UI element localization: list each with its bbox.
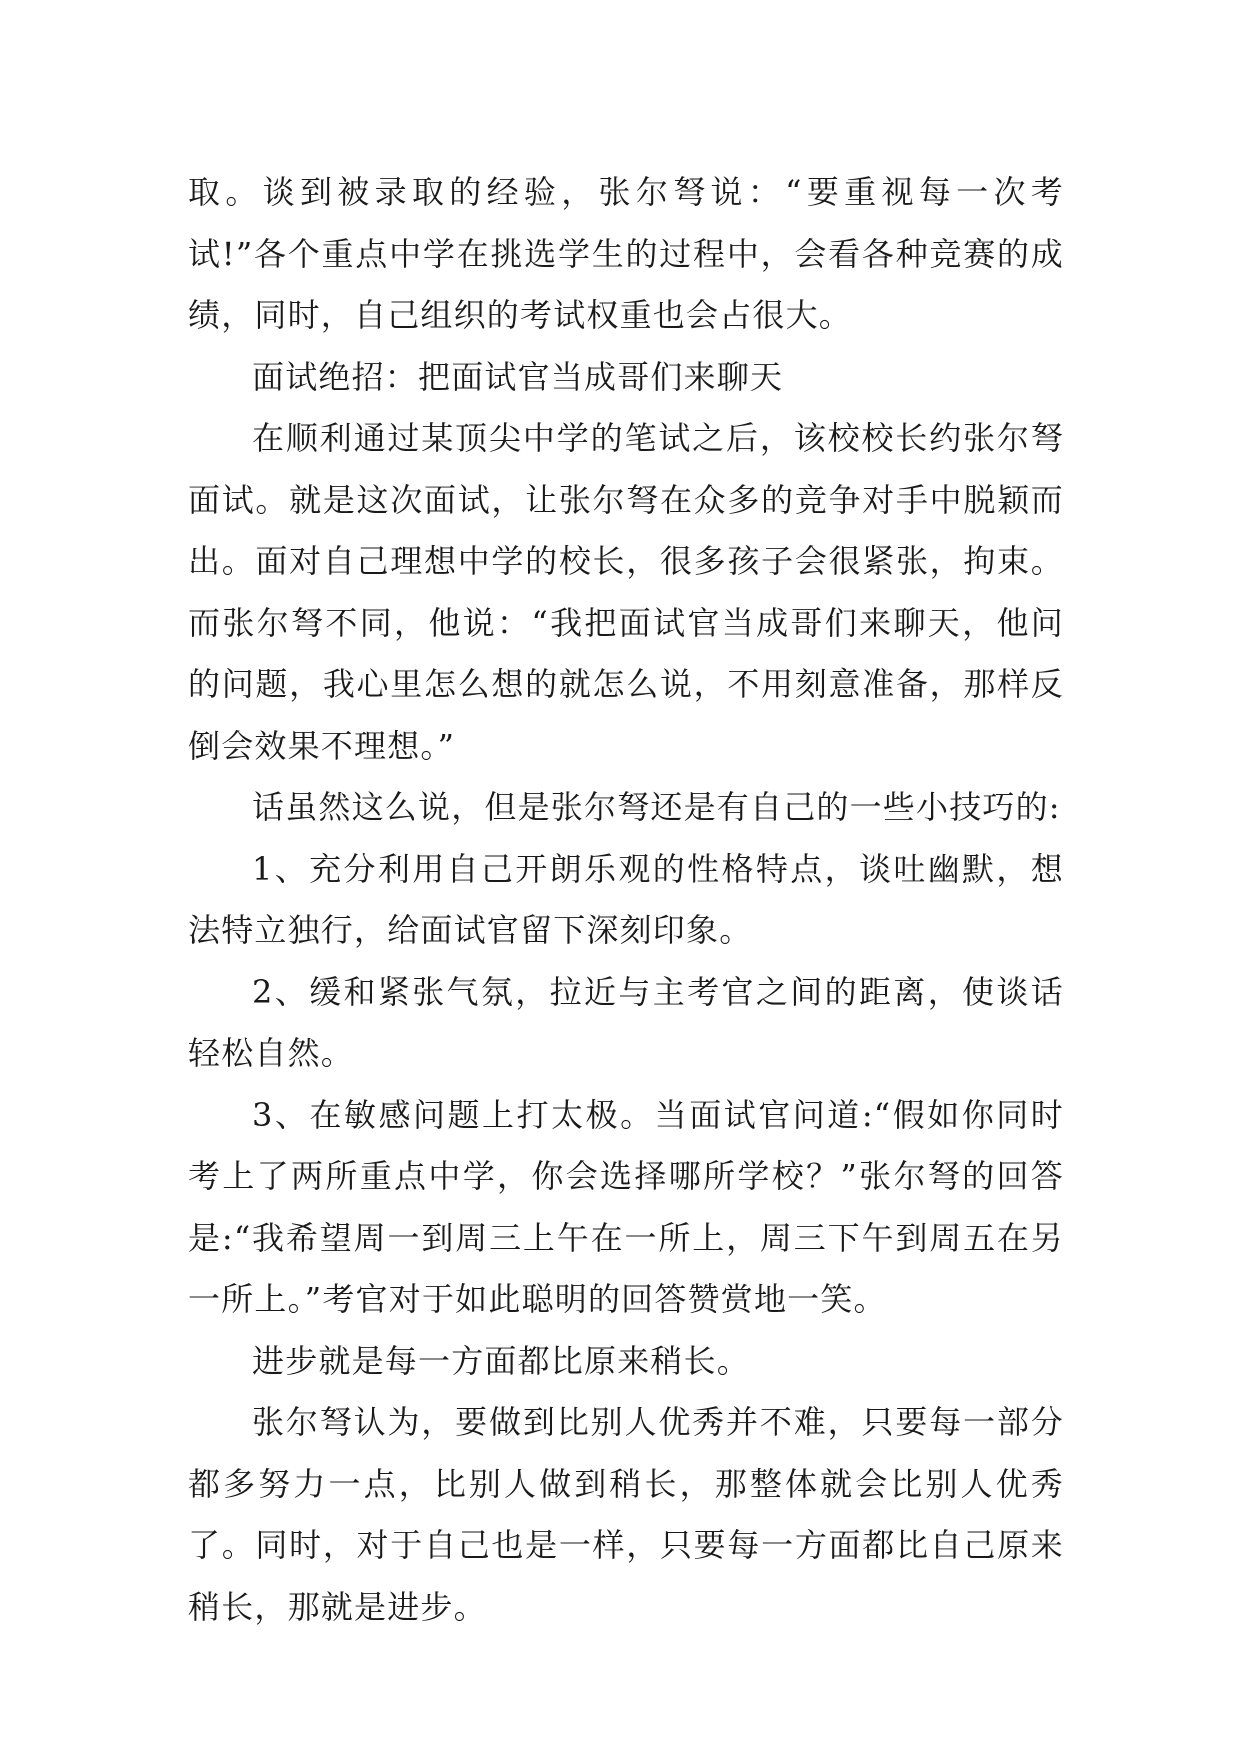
section-heading-progress: 进步就是每一方面都比原来稍长。 <box>252 1341 751 1380</box>
paragraph-continuation: 取。谈到被录取的经验，张尔弩说：“要重视每一次考试!”各个重点中学在挑选学生的过程中，会看各种竞赛的成绩，同时，自己组织的考试权重也会占很大。 <box>188 173 1064 334</box>
paragraph-progress: 张尔弩认为，要做到比别人优秀并不难，只要每一部分都多努力一点，比别人做到稍长，那整体就会比别人优秀了。同时，对于自己也是一样，只要每一方面都比自己原来稍长，那就是进步。 <box>188 1403 1064 1626</box>
tip-item-3: 3、在敏感问题上打太极。当面试官问道:“假如你同时考上了两所重点中学，你会选择哪所学校？”张尔弩的回答是:“我希望周一到周三上午在一所上，周三下午到周五在另一所上。”考官对于如此聪明的回答赞赏地一笑。 <box>188 1095 1064 1318</box>
section-heading-interview-tips: 面试绝招：把面试官当成哥们来聊天 <box>252 357 784 396</box>
paragraph-tips-intro: 话虽然这么说，但是张尔弩还是有自己的一些小技巧的: <box>252 788 1061 826</box>
document-page <box>188 162 1064 1638</box>
tip-item-1: 1、充分利用自己开朗乐观的性格特点，谈吐幽默，想法特立独行，给面试官留下深刻印象。 <box>188 849 1064 949</box>
tip-item-2: 2、缓和紧张气氛，拉近与主考官之间的距离，使谈话轻松自然。 <box>188 972 1064 1072</box>
paragraph-interview-story: 在顺利通过某顶尖中学的笔试之后，该校校长约张尔弩面试。就是这次面试，让张尔弩在众多的竞争对手中脱颖而出。面对自己理想中学的校长，很多孩子会很紧张，拘束。而张尔弩不同，他说：“我把面试官当成哥们来聊天，他问的问题，我心里怎么想的就怎么说，不用刻意准备，那样反倒会效果不理想。” <box>188 419 1064 765</box>
